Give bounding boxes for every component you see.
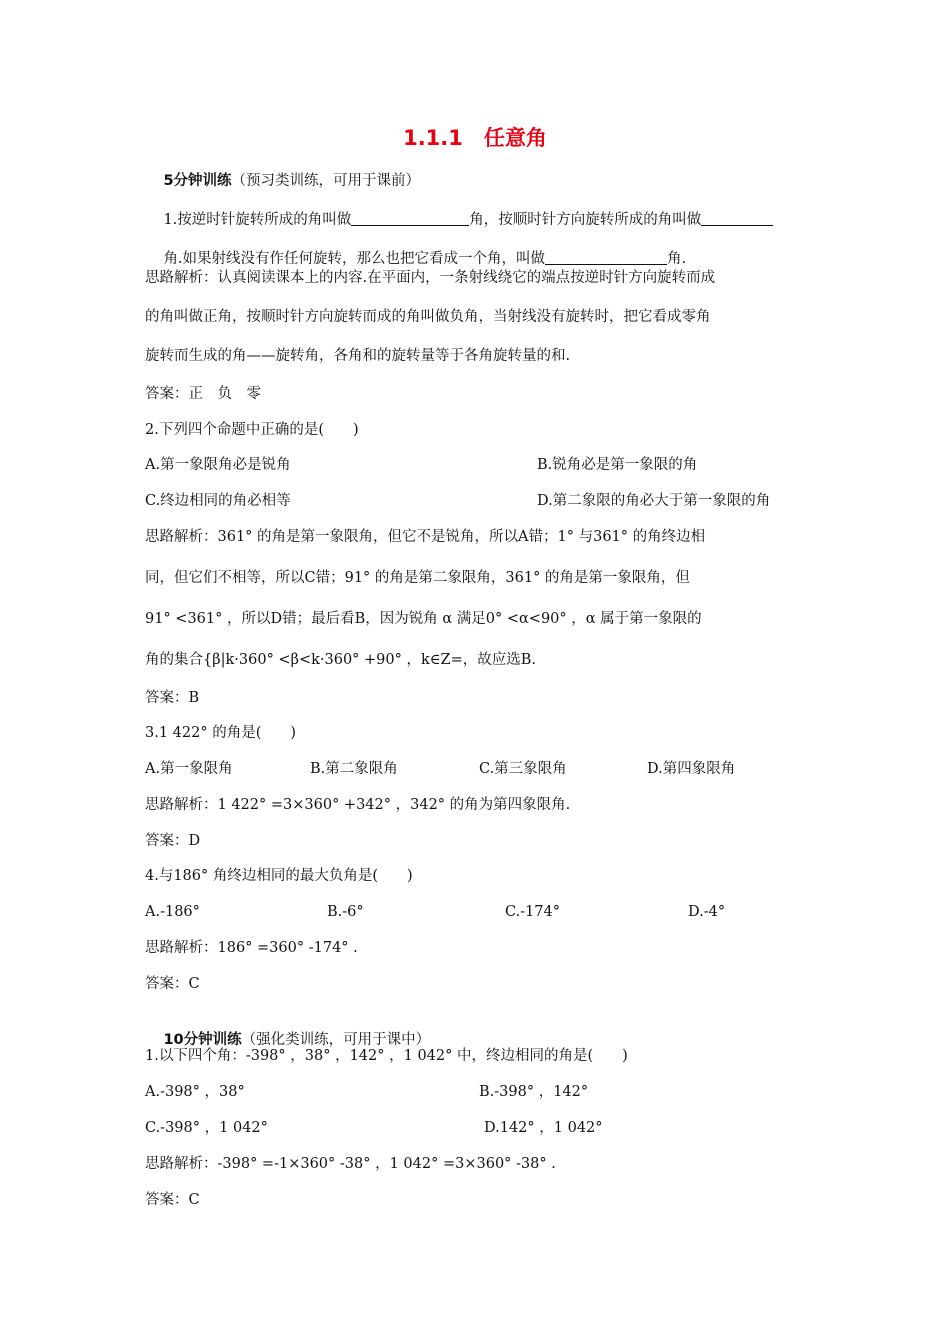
section-subtitle: （预习类训练，可用于课前） xyxy=(231,173,421,189)
option-d: D.第四象限角 xyxy=(647,761,736,777)
question-2-stem: 2.下列四个命题中正确的是( ) xyxy=(145,422,359,438)
explanation-line: 思路解析：-398° =-1×360° -38° ，1 042° =3×360° -38° . xyxy=(145,1156,556,1172)
option-c: C.-398° ，1 042° xyxy=(145,1120,268,1136)
explanation-line: 角的集合{β|k·360° <β<k·360° +90° ，k∈Z=，故应选B. xyxy=(145,652,537,668)
option-b: B.锐角必是第一象限的角 xyxy=(537,457,698,473)
explanation-line: 思路解析：361° 的角是第一象限角，但它不是锐角，所以A错；1° 与361° 的角终边相 xyxy=(145,529,706,545)
option-a: A.-186° xyxy=(145,904,200,920)
explanation-line: 同，但它们不相等，所以C错；91° 的角是第二象限角，361° 的角是第一象限角，但 xyxy=(145,570,690,586)
option-a: A.-398° ，38° xyxy=(145,1084,245,1100)
option-b: B.第二象限角 xyxy=(310,761,398,777)
answer-blank xyxy=(545,250,667,265)
option-c: C.-174° xyxy=(505,904,561,920)
section-label: 5分钟训练 xyxy=(163,173,232,189)
explanation-line: 思路解析：1 422° =3×360° +342° ，342° 的角为第四象限角. xyxy=(145,797,571,813)
explanation-line: 91° <361° ，所以D错；最后看B，因为锐角 α 满足0° <α<90° ，α 属于第一象限的 xyxy=(145,611,702,627)
explanation-line: 的角叫做正角，按顺时针方向旋转而成的角叫做负角，当射线没有旋转时，把它看成零角 xyxy=(145,309,711,325)
option-d: D.第二象限的角必大于第一象限的角 xyxy=(537,493,771,509)
answer-blank xyxy=(701,211,773,226)
option-b: B.-6° xyxy=(327,904,364,920)
option-a: A.第一象限角 xyxy=(145,761,233,777)
question-3-stem: 3.1 422° 的角是( ) xyxy=(145,725,297,741)
answer-line: 答案：C xyxy=(145,976,200,992)
option-a: A.第一象限角必是锐角 xyxy=(145,457,291,473)
answer-line: 答案：D xyxy=(145,833,201,849)
question-text: 1.按逆时针旋转所成的角叫做 xyxy=(163,212,352,228)
option-d: D.142° ，1 042° xyxy=(484,1120,603,1136)
question-text: 角.如果射线没有作任何旋转，那么也把它看成一个角，叫做 xyxy=(163,251,546,267)
answer-line: 答案：C xyxy=(145,1192,200,1208)
answer-line: 答案：正 负 零 xyxy=(145,386,261,402)
explanation-line: 思路解析：186° =360° -174° . xyxy=(145,940,358,956)
explanation-line: 旋转而生成的角——旋转角，各角和的旋转量等于各角旋转量的和. xyxy=(145,348,571,364)
answer-line: 答案：B xyxy=(145,690,200,706)
question-text: 角，按顺时针方向旋转所成的角叫做 xyxy=(469,212,702,228)
answer-blank xyxy=(351,211,469,226)
question-text: 角. xyxy=(667,251,687,267)
option-d: D.-4° xyxy=(688,904,726,920)
question-4-stem: 4.与186° 角终边相同的最大负角是( ) xyxy=(145,868,413,884)
option-c: C.终边相同的角必相等 xyxy=(145,493,291,509)
document-title: 1.1.1 任意角 xyxy=(403,126,547,150)
section-label: 10分钟训练 xyxy=(163,1032,242,1048)
option-c: C.第三象限角 xyxy=(479,761,567,777)
question-5-stem: 1.以下四个角：-398° ，38° ，142° ，1 042° 中，终边相同的角是( ) xyxy=(145,1048,628,1064)
option-b: B.-398° ，142° xyxy=(479,1084,589,1100)
explanation-line: 思路解析：认真阅读课本上的内容.在平面内，一条射线绕它的端点按逆时针方向旋转而成 xyxy=(145,270,716,286)
section-subtitle: （强化类训练，可用于课中） xyxy=(241,1032,431,1048)
